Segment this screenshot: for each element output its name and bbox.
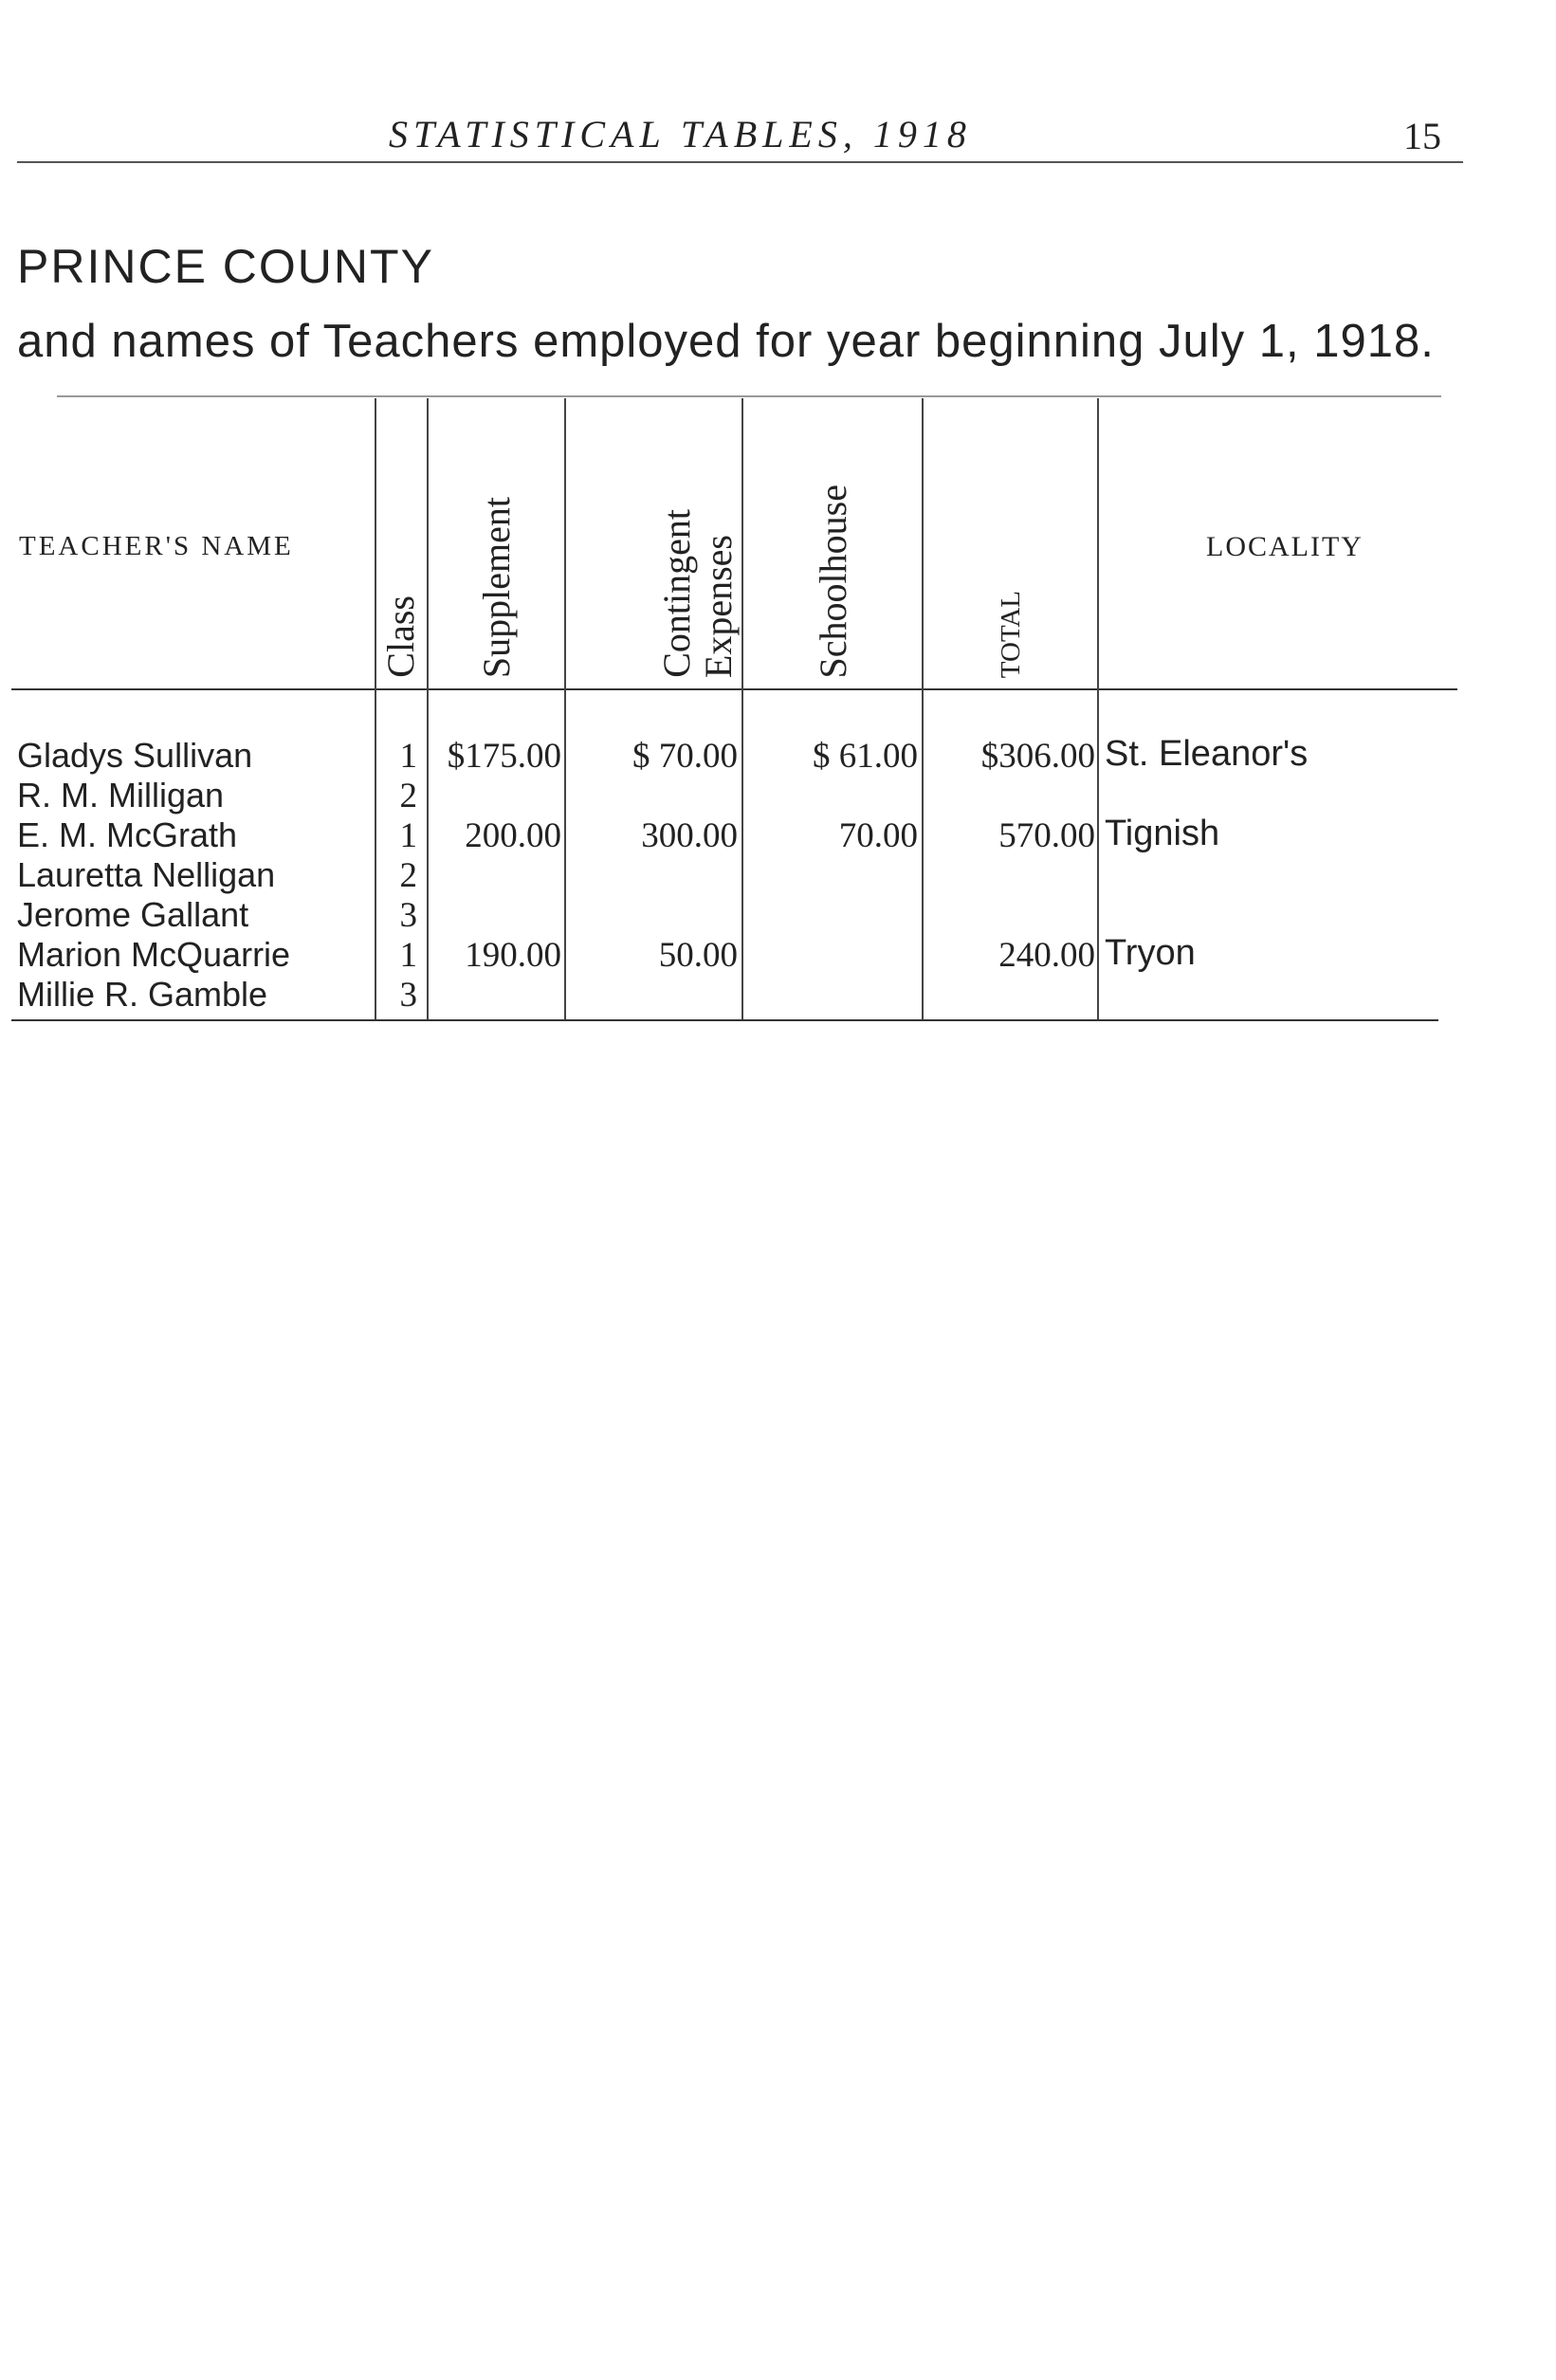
running-title: STATISTICAL TABLES, 1918: [389, 113, 972, 156]
locality-cell: Tignish: [1105, 814, 1220, 853]
total-cell: 570.00: [998, 816, 1095, 855]
teacher-name: R. M. Milligan: [17, 776, 225, 815]
column-divider: [741, 398, 743, 1019]
header-schoolhouse: [746, 403, 920, 678]
class-cell: 3: [399, 976, 417, 1015]
teacher-name: Marion McQuarrie: [17, 935, 291, 974]
teacher-name: E. M. McGrath: [17, 815, 238, 854]
supplement-cell: 200.00: [465, 816, 561, 855]
header-supplement: [431, 403, 562, 678]
teacher-name: Gladys Sullivan: [17, 736, 253, 775]
table-header-rule: [11, 688, 1457, 690]
running-head: [0, 112, 1556, 159]
contingent-cell: 50.00: [658, 936, 738, 975]
contingent-cell: 300.00: [641, 816, 738, 855]
locality-cell: St. Eleanor's: [1105, 734, 1309, 774]
header-rule: [17, 161, 1463, 163]
table-bottom-rule: [11, 1019, 1438, 1021]
teacher-name: Lauretta Nelligan: [17, 855, 276, 894]
supplement-cell: $175.00: [447, 737, 561, 776]
class-cell: 2: [399, 856, 417, 895]
schoolhouse-cell: $ 61.00: [813, 737, 918, 776]
header-class-label: Class: [379, 595, 422, 678]
class-cell: 2: [399, 777, 417, 815]
column-divider: [564, 398, 566, 1019]
column-divider: [922, 398, 924, 1019]
county-title: PRINCE COUNTY: [17, 240, 434, 293]
total-cell: 240.00: [998, 936, 1095, 975]
class-cell: 1: [399, 936, 417, 975]
header-supplement-label: Supplement: [475, 496, 518, 678]
page-number: 15: [1403, 115, 1441, 157]
header-total: [926, 403, 1095, 678]
supplement-cell: 190.00: [465, 936, 561, 975]
column-divider: [375, 398, 376, 1019]
table-top-rule: [57, 395, 1441, 397]
header-contingent-label: Contingent: [655, 509, 698, 678]
header-locality: LOCALITY: [1206, 531, 1364, 562]
header-teachers-name: TEACHER'S NAME: [19, 531, 294, 561]
header-class: [377, 403, 425, 678]
header-total-label: TOTAL: [996, 590, 1026, 678]
class-cell: 3: [399, 896, 417, 935]
column-divider: [427, 398, 429, 1019]
header-expenses-label: Expenses: [697, 534, 740, 678]
class-cell: 1: [399, 737, 417, 776]
class-cell: 1: [399, 816, 417, 855]
contingent-cell: $ 70.00: [632, 737, 738, 776]
locality-cell: Tryon: [1105, 933, 1196, 973]
header-contingent-expenses: [569, 403, 740, 678]
total-cell: $306.00: [980, 737, 1095, 776]
teacher-name: Jerome Gallant: [17, 895, 249, 934]
header-schoolhouse-label: Schoolhouse: [811, 484, 854, 678]
teacher-name: Millie R. Gamble: [17, 975, 268, 1014]
schoolhouse-cell: 70.00: [838, 816, 918, 855]
column-divider: [1097, 398, 1099, 1019]
table-subtitle: and names of Teachers employed for year beginning July 1, 1918.: [17, 316, 1435, 367]
